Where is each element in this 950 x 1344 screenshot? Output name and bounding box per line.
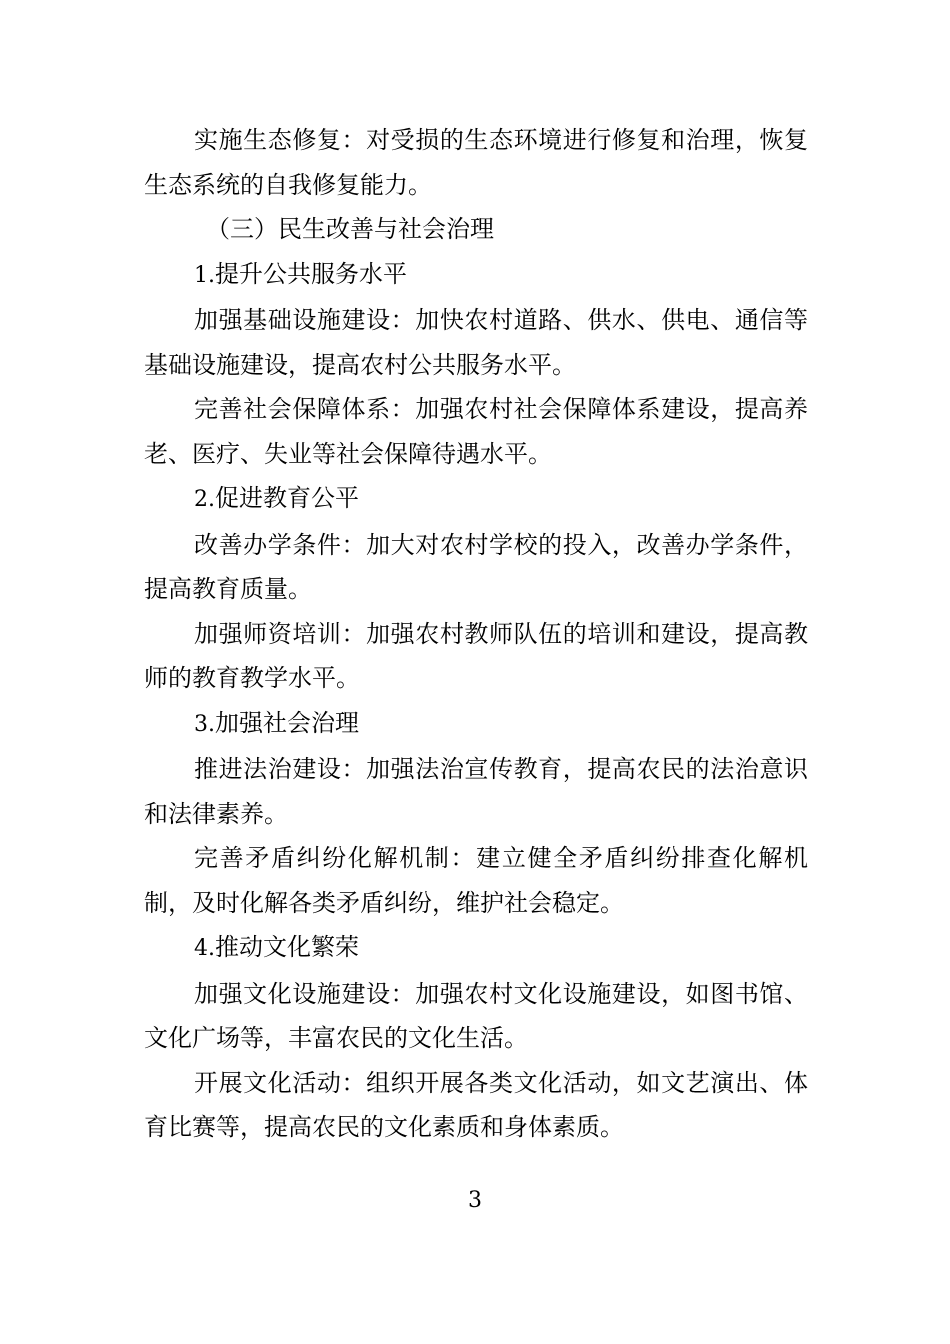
paragraph-rule-of-law: 推进法治建设：加强法治宣传教育，提高农民的法治意识和法律素养。	[144, 755, 808, 828]
paragraph-school-conditions: 改善办学条件：加大对农村学校的投入，改善办学条件，提高教育质量。	[144, 530, 808, 603]
section-heading-3: （三）民生改善与社会治理	[206, 215, 494, 243]
subheading-number: 3.	[194, 711, 215, 737]
paragraph-teacher-training: 加强师资培训：加强农村教师队伍的培训和建设，提高教师的教育教学水平。	[144, 619, 808, 692]
subheading-title: 促进教育公平	[215, 484, 359, 512]
paragraph-culture-facilities: 加强文化设施建设：加强农村文化设施建设，如图书馆、文化广场等，丰富农民的文化生活。	[144, 979, 808, 1052]
paragraph-eco-repair: 实施生态修复：对受损的生态环境进行修复和治理，恢复生态系统的自我修复能力。	[144, 126, 808, 199]
subheading-1	[144, 252, 808, 299]
subheading-2	[144, 476, 808, 523]
paragraph-infrastructure: 加强基础设施建设：加快农村道路、供水、供电、通信等基础设施建设，提高农村公共服务水平。	[144, 306, 808, 379]
subheading-number: 4.	[194, 936, 215, 961]
paragraph-social-security: 完善社会保障体系：加强农村社会保障体系建设，提高养老、医疗、失业等社会保障待遇水平。	[144, 395, 808, 468]
paragraph-dispute-resolution: 完善矛盾纠纷化解机制：建立健全矛盾纠纷排查化解机制，及时化解各类矛盾纠纷，维护社会稳定。	[144, 844, 808, 917]
paragraph-culture-activities: 开展文化活动：组织开展各类文化活动，如文艺演出、体育比赛等，提高农民的文化素质和身体素质。	[144, 1068, 808, 1141]
page-number: 3	[468, 1188, 482, 1213]
subheading-title: 推动文化繁荣	[215, 933, 359, 961]
subheading-3	[144, 701, 808, 748]
subheading-number: 2.	[194, 487, 215, 512]
document-body	[144, 118, 808, 1150]
subheading-title: 提升公共服务水平	[215, 259, 407, 288]
subheading-4	[144, 925, 808, 972]
subheading-title: 加强社会治理	[215, 708, 359, 737]
subheading-number: 1.	[194, 262, 215, 288]
